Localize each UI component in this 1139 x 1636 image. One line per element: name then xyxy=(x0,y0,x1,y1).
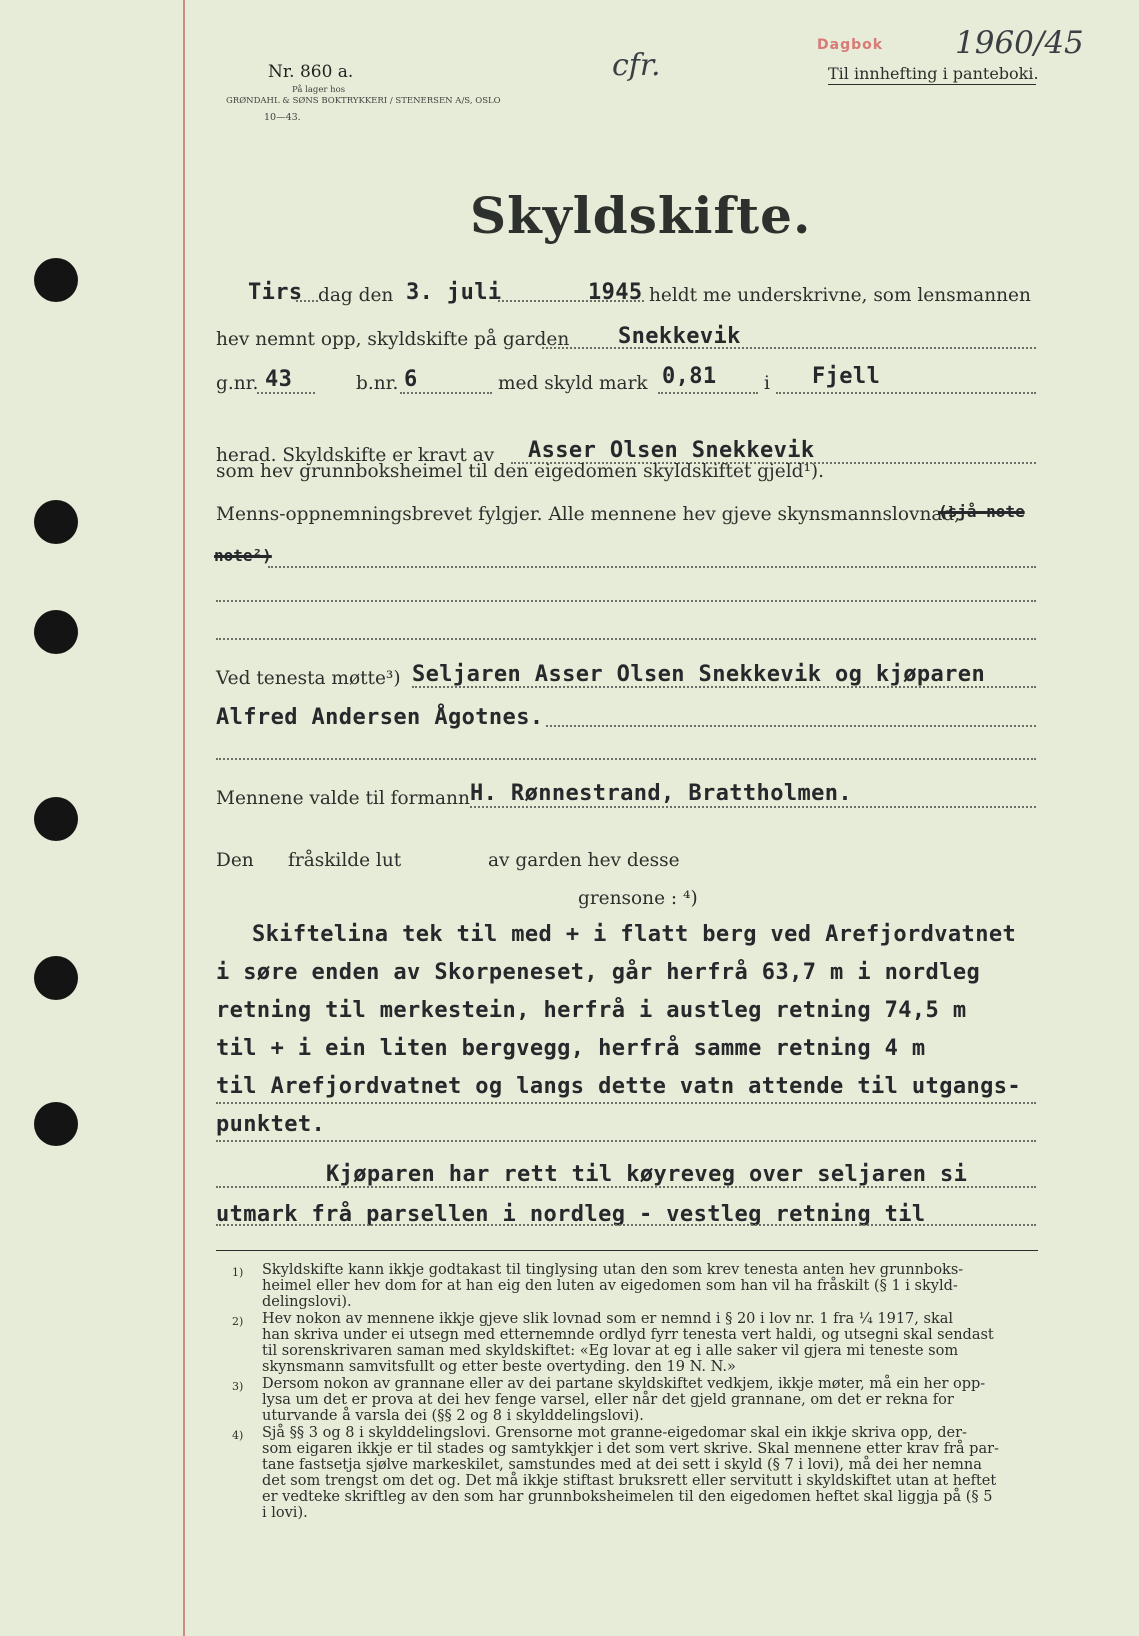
boundary-line: punktet. xyxy=(216,1112,326,1137)
dotted-leader xyxy=(268,566,1036,568)
footnote-line: Skyldskifte kann ikkje godtakast til tinglysing utan den som krev tenesta anten hev grunnboks- xyxy=(262,1262,964,1278)
underline xyxy=(828,84,1036,85)
footnote-line: skynsmann samvitsfullt og etter beste overtyding. den 19 N. N.» xyxy=(262,1359,736,1375)
dotted-leader xyxy=(216,1140,1036,1142)
access-line: utmark frå parsellen i nordleg - vestleg retning til xyxy=(216,1202,926,1227)
lot-description: fråskilde lut xyxy=(288,850,402,871)
i-label: i xyxy=(764,373,770,394)
footnote-line: til sorenskrivaren saman med skyldskiftet: «Eg lovar at eg i alle saker vil gjera mi teneste som xyxy=(262,1343,959,1359)
punch-hole xyxy=(34,797,78,841)
appointed-text: hev nemnt opp, skyldskifte på garden xyxy=(216,329,570,350)
held-text: heldt me underskrivne, som lensmannen xyxy=(649,285,1031,306)
footnote-number: 4) xyxy=(232,1429,244,1442)
footnote-line: Sjå §§ 3 og 8 i skylddelingslovi. Grensorne mot granne-eigedomar skal ein ikkje skriva opp, der- xyxy=(262,1425,967,1441)
boundaries-label: grensone : ⁴) xyxy=(578,888,698,909)
dotted-leader xyxy=(216,758,1036,760)
dotted-leader xyxy=(216,1186,1036,1188)
dotted-leader xyxy=(470,806,1036,808)
margin-rule xyxy=(183,0,185,1636)
footnote-line: delingslovi). xyxy=(262,1294,352,1310)
bnr-label: b.nr. xyxy=(356,373,399,394)
dotted-leader xyxy=(658,392,758,394)
footnote-line: det som trengst om det og. Det må ikkje stiftast bruksrett eller servitutt i skyldskiftet utan at heftet xyxy=(262,1473,997,1489)
dagbok-stamp: Dagbok xyxy=(817,37,884,53)
dotted-leader xyxy=(776,392,1036,394)
punch-hole xyxy=(34,610,78,654)
punch-hole xyxy=(34,500,78,544)
footnote-line: heimel eller hev dom for at han eig den luten av eigedomen som han vil ha fråskilt (§ 1 i skyld- xyxy=(262,1278,958,1294)
lot-of-farm: av garden hev desse xyxy=(488,850,680,871)
punch-hole xyxy=(34,956,78,1000)
access-line: Kjøparen har rett til køyreveg over seljaren si xyxy=(326,1162,968,1187)
label-dag-den: dag den xyxy=(318,285,394,306)
footnote-number: 3) xyxy=(232,1380,244,1393)
gnr-value: 43 xyxy=(265,367,293,392)
skyld-label: med skyld mark xyxy=(498,373,648,394)
lot-den: Den xyxy=(216,850,254,871)
footnote-line: tane fastsetja sjølve markeskilet, samstundes med at dei sett i skyld (§ 7 i lovi), må dei her nemna xyxy=(262,1457,982,1473)
footnote-line: er vedteke skriftleg av den som har grunnboksheimelen til den eigedomen heftet skal liggja på (§ 5 xyxy=(262,1489,993,1505)
printer-line: 10—43. xyxy=(264,112,301,123)
footnote-number: 2) xyxy=(232,1315,244,1328)
dotted-leader xyxy=(216,1224,1036,1226)
initials-note: cfr. xyxy=(612,48,661,83)
dotted-leader xyxy=(257,392,315,394)
punch-hole xyxy=(34,258,78,302)
dotted-leader xyxy=(412,686,1036,688)
struck-text: (sjå note xyxy=(938,502,1025,521)
dotted-leader xyxy=(296,300,318,302)
requester: Asser Olsen Snekkevik xyxy=(528,438,815,463)
struck-text: note²) xyxy=(214,546,272,565)
dotted-leader xyxy=(542,347,1036,349)
footnote-separator xyxy=(216,1250,1038,1251)
gnr-label: g.nr. xyxy=(216,373,259,394)
footnote-line: uturvande å varsla dei (§§ 2 og 8 i skylddelingslovi). xyxy=(262,1408,644,1424)
meeting-year: 1945 xyxy=(588,280,643,305)
printer-line: På lager hos xyxy=(292,85,346,95)
grunnbok-text: som hev grunnboksheimel til den eigedomen skyldskiftet gjeld¹). xyxy=(216,461,824,482)
binding-note: Til innhefting i panteboki. xyxy=(828,64,1039,83)
herad-text: herad. Skyldskifte er kravt av xyxy=(216,445,495,466)
boundary-line: i søre enden av Skorpeneset, går herfrå 63,7 m i nordleg xyxy=(216,960,981,985)
form-number: Nr. 860 a. xyxy=(268,62,354,82)
bnr-value: 6 xyxy=(404,367,418,392)
footnote-number: 1) xyxy=(232,1266,244,1279)
dotted-leader xyxy=(216,638,1036,640)
footnote-line: Dersom nokon av grannane eller av dei partane skyldskiftet vedkjem, ikkje møter, må ein her opp- xyxy=(262,1376,986,1392)
dotted-leader xyxy=(216,600,1036,602)
menns-text: Menns-oppnemningsbrevet fylgjer. Alle mennene hev gjeve skynsmannslovnad, xyxy=(216,504,961,525)
dagbok-number: 1960/45 xyxy=(955,25,1084,61)
footnote-line: i lovi). xyxy=(262,1505,308,1521)
boundary-line: retning til merkestein, herfrå i austleg retning 74,5 m xyxy=(216,998,967,1023)
chair-label: Mennene valde til formann xyxy=(216,788,470,809)
footnote-line: han skriva under ei utsegn med etternemnde ordlyd fyrr tenesta vert haldi, og utsegni skal sendast xyxy=(262,1327,994,1343)
dotted-leader xyxy=(400,392,492,394)
document-title: Skyldskifte. xyxy=(470,186,812,245)
footnote-line: Hev nokon av mennene ikkje gjeve slik lovnad som er nemnd i § 20 i lov nr. 1 fra ¼ 1917, skal xyxy=(262,1311,954,1327)
boundary-line: til Arefjordvatnet og langs dette vatn attende til utgangs- xyxy=(216,1074,1022,1099)
dotted-leader xyxy=(546,725,1036,727)
dotted-leader xyxy=(216,1102,1036,1104)
boundary-line: Skiftelina tek til med + i flatt berg ved Arefjordvatnet xyxy=(252,922,1017,947)
meeting-date: 3. juli xyxy=(406,280,502,305)
attendance-line: Alfred Andersen Ågotnes. xyxy=(216,705,544,730)
attendance-label: Ved tenesta møtte³) xyxy=(216,668,401,689)
boundary-line: til + i ein liten bergvegg, herfrå samme retning 4 m xyxy=(216,1036,926,1061)
farm-name: Snekkevik xyxy=(618,324,741,349)
printer-line: GRØNDAHL & SØNS BOKTRYKKERI / STENERSEN A/S, OSLO xyxy=(226,96,501,106)
punch-hole xyxy=(34,1102,78,1146)
municipality: Fjell xyxy=(812,364,881,389)
footnote-line: lysa um det er prova at dei hev fenge varsel, eller når det gjeld grannane, om det er rekna for xyxy=(262,1392,954,1408)
chair-name: H. Rønnestrand, Brattholmen. xyxy=(470,781,853,806)
attendance-line: Seljaren Asser Olsen Snekkevik og kjøparen xyxy=(412,662,986,687)
skyld-value: 0,81 xyxy=(662,364,717,389)
footnote-line: som eigaren ikkje er til stades og samtykkjer i det som vert skrive. Skal mennene etter krav frå par- xyxy=(262,1441,999,1457)
weekday: Tirs xyxy=(248,280,303,305)
